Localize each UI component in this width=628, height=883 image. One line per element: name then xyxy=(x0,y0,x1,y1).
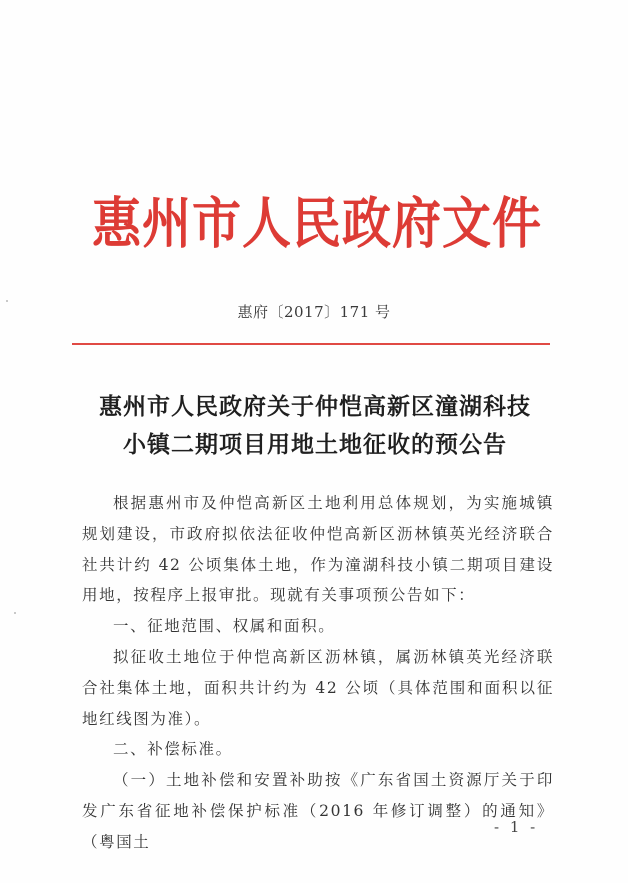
paragraph-intro: 根据惠州市及仲恺高新区土地利用总体规划，为实施城镇规划建设，市政府拟依法征收仲恺高新区沥林镇英光经济联合社共计约 42 公顷集体土地，作为潼湖科技小镇二期项目建设用地，按程序上报审批。现就有关事项预公告如下： xyxy=(82,494,554,605)
notice-title-line-2: 小镇二期项目用地土地征收的预公告 xyxy=(123,431,507,458)
paragraph-scope: 拟征收土地位于仲恺高新区沥林镇，属沥林镇英光经济联合社集体土地，面积共计约为 42 公顷（具体范围和面积以征地红线图为准）。 xyxy=(82,647,554,728)
section-heading-2: 二、补偿标准。 xyxy=(113,740,233,759)
scan-speck xyxy=(6,300,8,302)
document-number: 惠府〔2017〕171 号 xyxy=(237,303,391,321)
issuer-header-title: 惠州市人民政府文件 xyxy=(92,191,543,257)
red-divider-line xyxy=(72,343,550,345)
section-heading-1: 一、征地范围、权属和面积。 xyxy=(113,617,336,636)
page-number: - 1 - xyxy=(494,818,539,836)
paragraph-compensation: （一）土地补偿和安置补助按《广东省国土资源厅关于印发广东省征地补偿保护标准（2016 年修订调整）的通知》（粤国土 xyxy=(82,771,554,851)
notice-title xyxy=(60,388,570,464)
body-text xyxy=(82,488,554,858)
notice-title-line-1: 惠州市人民政府关于仲恺高新区潼湖科技 xyxy=(99,393,531,420)
scan-speck xyxy=(14,612,16,614)
